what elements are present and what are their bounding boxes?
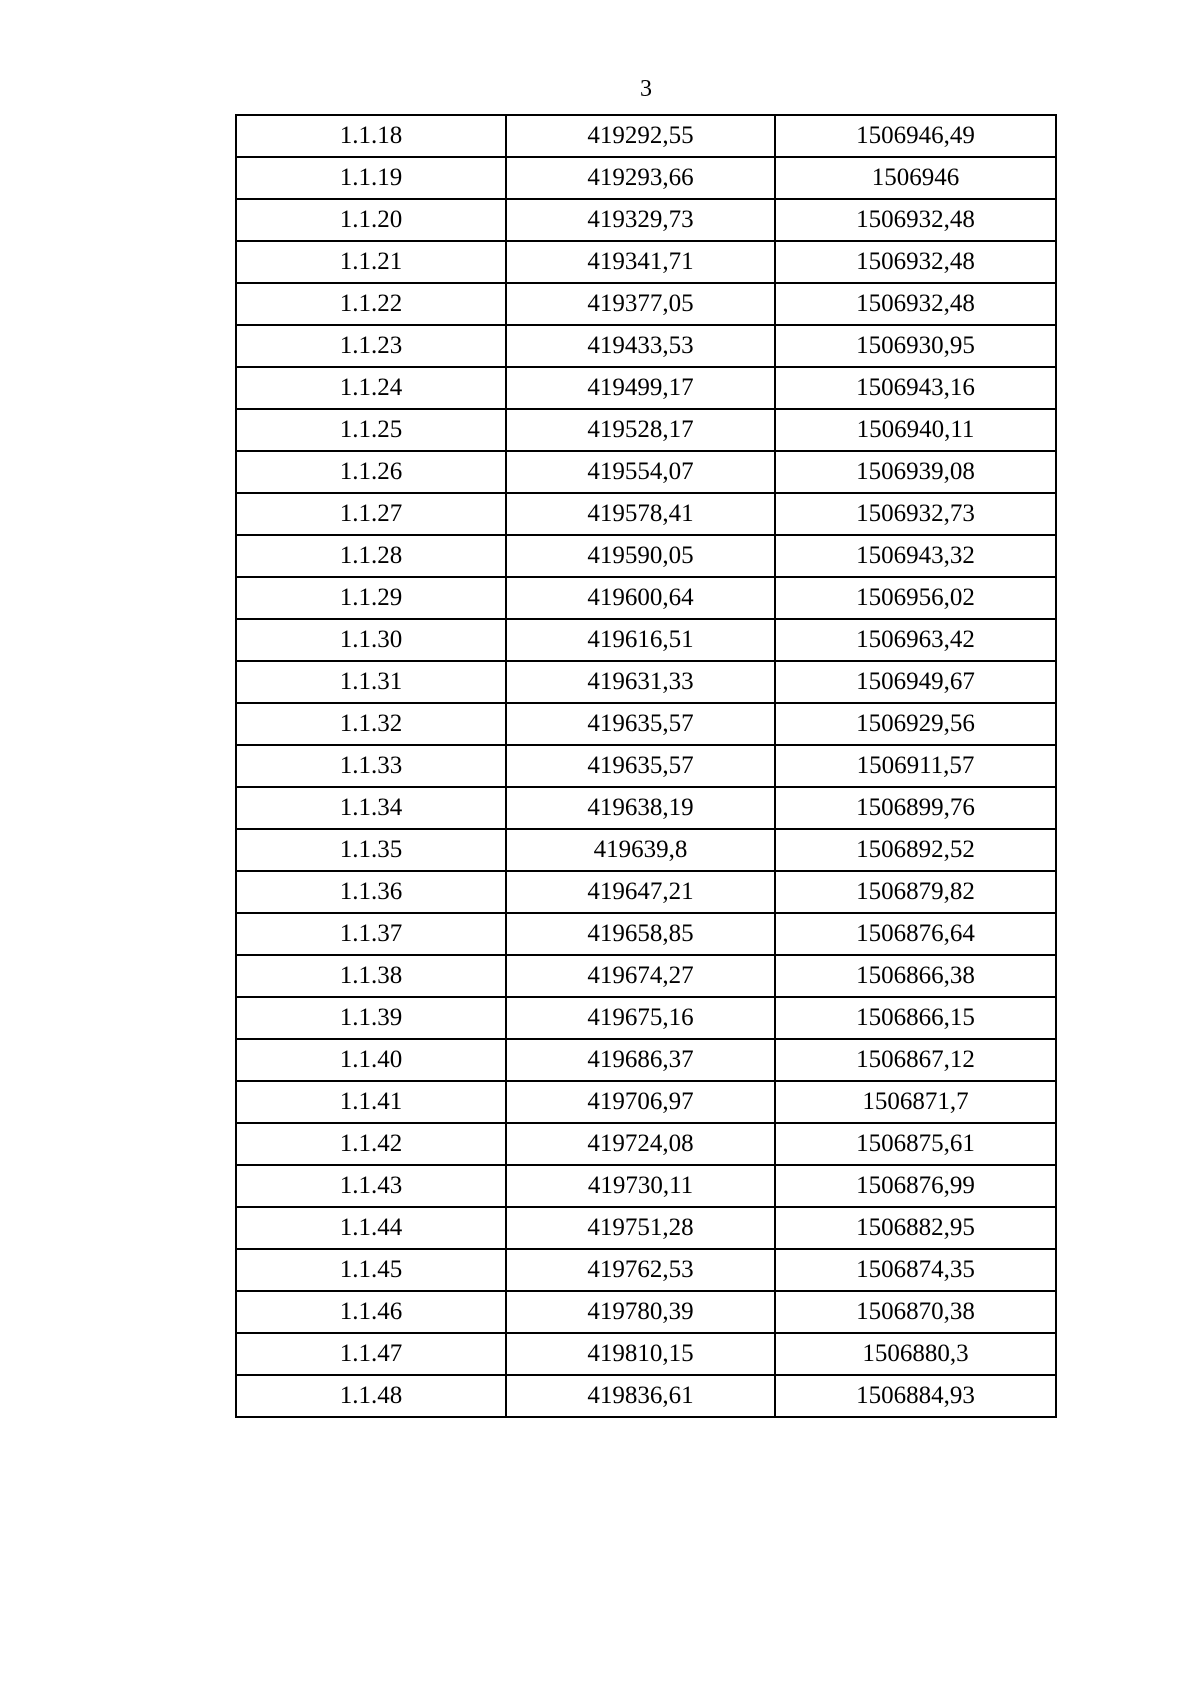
point-number-cell: 1.1.35 [236,829,506,871]
table-row [236,157,1056,199]
y-coordinate-cell: 1506963,42 [775,619,1056,661]
y-coordinate-cell: 1506875,61 [775,1123,1056,1165]
coordinates-table [235,114,1057,1418]
y-coordinate-cell: 1506949,67 [775,661,1056,703]
table-row [236,325,1056,367]
x-coordinate-cell: 419635,57 [506,745,775,787]
y-coordinate-cell: 1506932,48 [775,241,1056,283]
x-coordinate-cell: 419293,66 [506,157,775,199]
table-row [236,871,1056,913]
point-number-cell: 1.1.32 [236,703,506,745]
point-number-cell: 1.1.26 [236,451,506,493]
table-row [236,787,1056,829]
y-coordinate-cell: 1506876,99 [775,1165,1056,1207]
point-number-cell: 1.1.38 [236,955,506,997]
x-coordinate-cell: 419554,07 [506,451,775,493]
x-coordinate-cell: 419675,16 [506,997,775,1039]
y-coordinate-cell: 1506899,76 [775,787,1056,829]
y-coordinate-cell: 1506879,82 [775,871,1056,913]
x-coordinate-cell: 419762,53 [506,1249,775,1291]
point-number-cell: 1.1.24 [236,367,506,409]
table-row [236,955,1056,997]
point-number-cell: 1.1.25 [236,409,506,451]
y-coordinate-cell: 1506867,12 [775,1039,1056,1081]
table-row [236,619,1056,661]
point-number-cell: 1.1.36 [236,871,506,913]
table-row [236,1165,1056,1207]
x-coordinate-cell: 419706,97 [506,1081,775,1123]
x-coordinate-cell: 419635,57 [506,703,775,745]
table-row [236,1375,1056,1417]
x-coordinate-cell: 419780,39 [506,1291,775,1333]
table-row [236,1249,1056,1291]
point-number-cell: 1.1.42 [236,1123,506,1165]
x-coordinate-cell: 419616,51 [506,619,775,661]
y-coordinate-cell: 1506932,48 [775,283,1056,325]
table-row [236,1207,1056,1249]
table-row [236,577,1056,619]
y-coordinate-cell: 1506943,32 [775,535,1056,577]
table-row [236,451,1056,493]
point-number-cell: 1.1.18 [236,115,506,157]
table-row [236,535,1056,577]
y-coordinate-cell: 1506874,35 [775,1249,1056,1291]
x-coordinate-cell: 419638,19 [506,787,775,829]
point-number-cell: 1.1.48 [236,1375,506,1417]
table-row [236,115,1056,157]
x-coordinate-cell: 419810,15 [506,1333,775,1375]
y-coordinate-cell: 1506884,93 [775,1375,1056,1417]
y-coordinate-cell: 1506943,16 [775,367,1056,409]
x-coordinate-cell: 419686,37 [506,1039,775,1081]
x-coordinate-cell: 419647,21 [506,871,775,913]
y-coordinate-cell: 1506882,95 [775,1207,1056,1249]
point-number-cell: 1.1.29 [236,577,506,619]
point-number-cell: 1.1.44 [236,1207,506,1249]
table-row [236,997,1056,1039]
table-row [236,199,1056,241]
table-row [236,367,1056,409]
x-coordinate-cell: 419528,17 [506,409,775,451]
table-row [236,703,1056,745]
table-row [236,1039,1056,1081]
table-row [236,661,1056,703]
x-coordinate-cell: 419433,53 [506,325,775,367]
y-coordinate-cell: 1506929,56 [775,703,1056,745]
x-coordinate-cell: 419578,41 [506,493,775,535]
point-number-cell: 1.1.23 [236,325,506,367]
point-number-cell: 1.1.34 [236,787,506,829]
y-coordinate-cell: 1506946 [775,157,1056,199]
x-coordinate-cell: 419600,64 [506,577,775,619]
y-coordinate-cell: 1506946,49 [775,115,1056,157]
y-coordinate-cell: 1506880,3 [775,1333,1056,1375]
y-coordinate-cell: 1506892,52 [775,829,1056,871]
point-number-cell: 1.1.28 [236,535,506,577]
x-coordinate-cell: 419639,8 [506,829,775,871]
x-coordinate-cell: 419590,05 [506,535,775,577]
point-number-cell: 1.1.46 [236,1291,506,1333]
y-coordinate-cell: 1506866,38 [775,955,1056,997]
x-coordinate-cell: 419658,85 [506,913,775,955]
point-number-cell: 1.1.47 [236,1333,506,1375]
table-row [236,241,1056,283]
y-coordinate-cell: 1506930,95 [775,325,1056,367]
point-number-cell: 1.1.27 [236,493,506,535]
table-row [236,493,1056,535]
table-row [236,409,1056,451]
table-row [236,829,1056,871]
x-coordinate-cell: 419631,33 [506,661,775,703]
x-coordinate-cell: 419724,08 [506,1123,775,1165]
point-number-cell: 1.1.39 [236,997,506,1039]
table-row [236,745,1056,787]
x-coordinate-cell: 419292,55 [506,115,775,157]
x-coordinate-cell: 419499,17 [506,367,775,409]
table-row [236,1291,1056,1333]
point-number-cell: 1.1.45 [236,1249,506,1291]
table-row [236,1333,1056,1375]
point-number-cell: 1.1.33 [236,745,506,787]
y-coordinate-cell: 1506932,73 [775,493,1056,535]
coordinates-table-body [236,115,1056,1417]
point-number-cell: 1.1.30 [236,619,506,661]
x-coordinate-cell: 419377,05 [506,283,775,325]
table-row [236,913,1056,955]
x-coordinate-cell: 419730,11 [506,1165,775,1207]
x-coordinate-cell: 419341,71 [506,241,775,283]
y-coordinate-cell: 1506876,64 [775,913,1056,955]
point-number-cell: 1.1.37 [236,913,506,955]
y-coordinate-cell: 1506956,02 [775,577,1056,619]
point-number-cell: 1.1.31 [236,661,506,703]
table-row [236,1123,1056,1165]
y-coordinate-cell: 1506870,38 [775,1291,1056,1333]
point-number-cell: 1.1.40 [236,1039,506,1081]
point-number-cell: 1.1.43 [236,1165,506,1207]
y-coordinate-cell: 1506939,08 [775,451,1056,493]
x-coordinate-cell: 419836,61 [506,1375,775,1417]
y-coordinate-cell: 1506940,11 [775,409,1056,451]
point-number-cell: 1.1.19 [236,157,506,199]
y-coordinate-cell: 1506932,48 [775,199,1056,241]
y-coordinate-cell: 1506911,57 [775,745,1056,787]
x-coordinate-cell: 419329,73 [506,199,775,241]
x-coordinate-cell: 419674,27 [506,955,775,997]
table-row [236,283,1056,325]
point-number-cell: 1.1.22 [236,283,506,325]
x-coordinate-cell: 419751,28 [506,1207,775,1249]
y-coordinate-cell: 1506866,15 [775,997,1056,1039]
table-row [236,1081,1056,1123]
point-number-cell: 1.1.20 [236,199,506,241]
point-number-cell: 1.1.41 [236,1081,506,1123]
y-coordinate-cell: 1506871,7 [775,1081,1056,1123]
page-number: 3 [640,76,652,102]
point-number-cell: 1.1.21 [236,241,506,283]
